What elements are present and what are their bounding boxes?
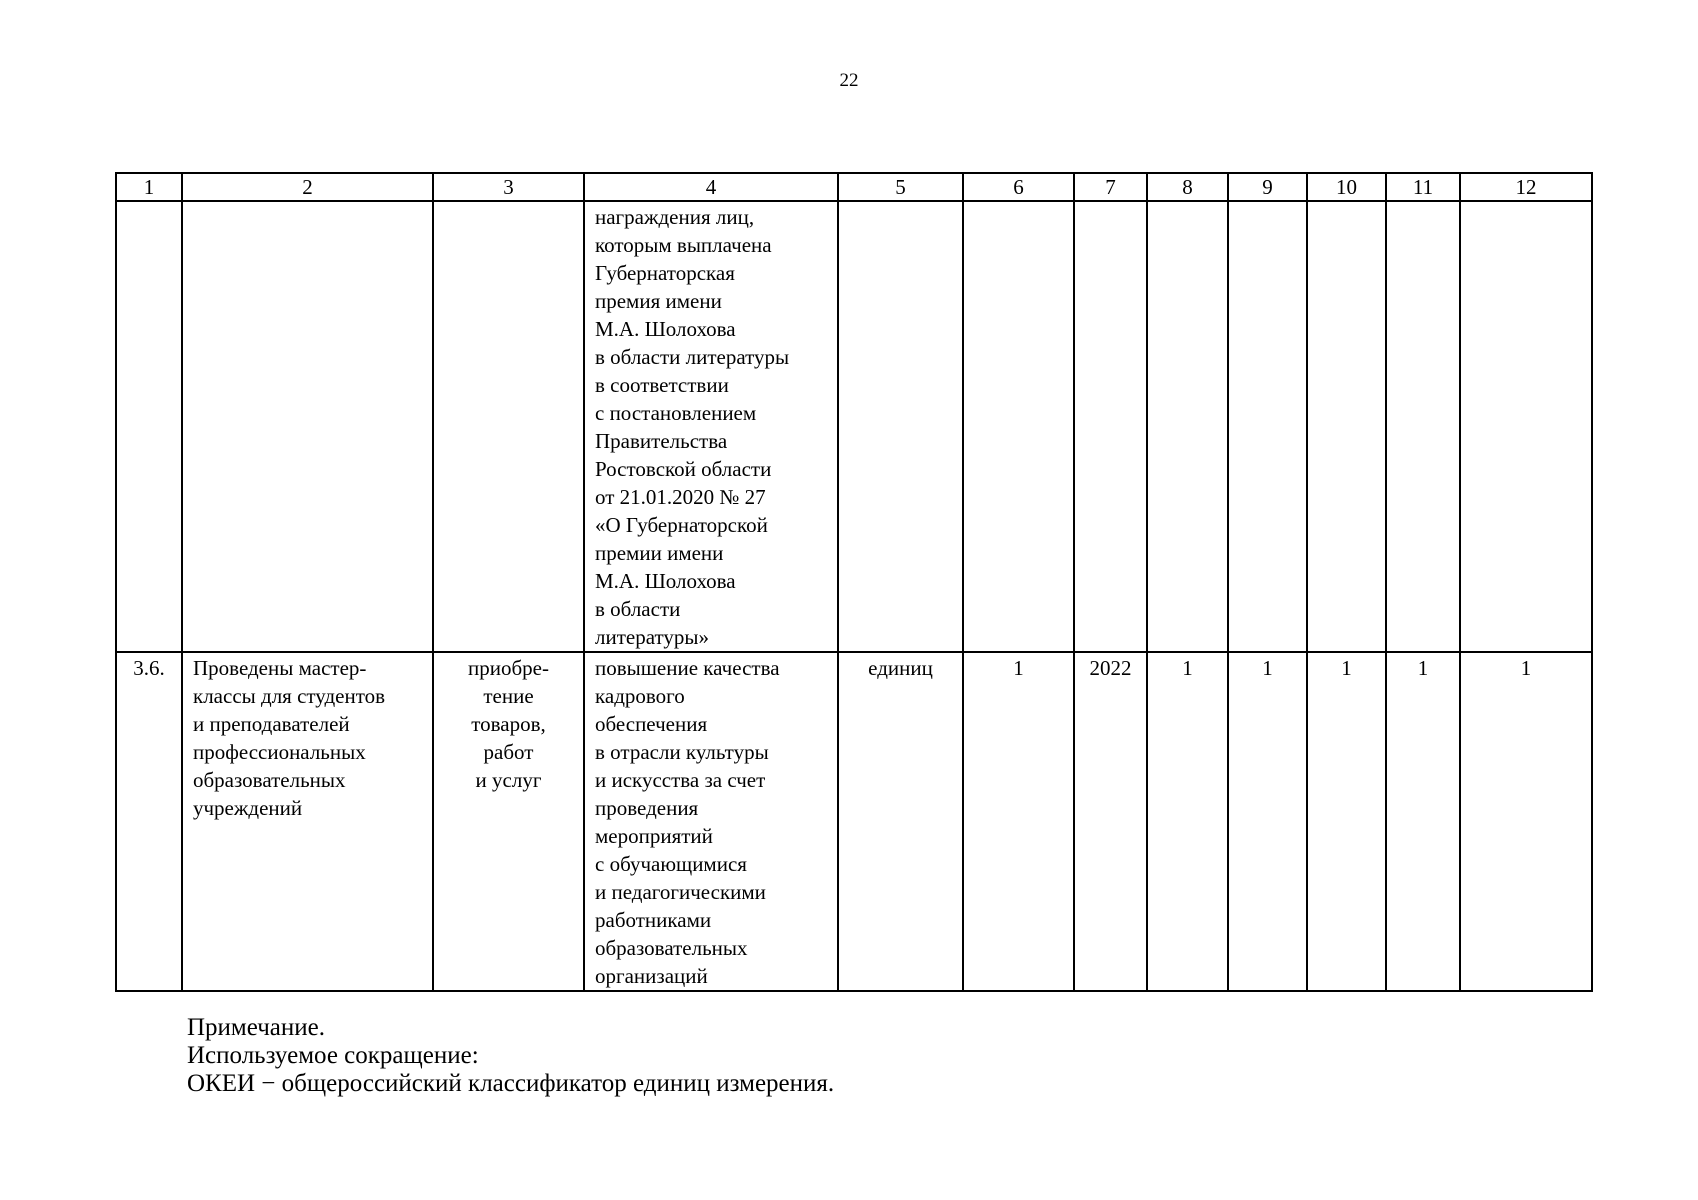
table-cell: 3.6. <box>116 652 182 991</box>
table-cell <box>1074 201 1147 652</box>
table-cell: единиц <box>838 652 963 991</box>
table-header-cell: 6 <box>963 173 1074 201</box>
table-header-cell: 11 <box>1386 173 1460 201</box>
table-cell <box>1228 201 1307 652</box>
table-header-cell: 2 <box>182 173 433 201</box>
table-cell <box>838 201 963 652</box>
table-cell <box>1460 201 1592 652</box>
table-cell <box>963 201 1074 652</box>
note-subtitle: Используемое сокращение: <box>187 1042 479 1069</box>
table-cell: 1 <box>1307 652 1386 991</box>
table-cell <box>433 201 584 652</box>
table-cell <box>1386 201 1460 652</box>
note-block <box>187 1014 834 1098</box>
note-text: ОКЕИ − общероссийский классификатор единиц измерения. <box>187 1070 835 1097</box>
table-header-row <box>116 173 1592 201</box>
table-cell: 1 <box>1228 652 1307 991</box>
table-header-cell: 10 <box>1307 173 1386 201</box>
table-cell <box>1307 201 1386 652</box>
table-cell: 1 <box>1386 652 1460 991</box>
table-cell: 1 <box>1460 652 1592 991</box>
data-table <box>115 172 1593 992</box>
table-cell <box>182 201 433 652</box>
table-header-cell: 7 <box>1074 173 1147 201</box>
table-cell: 2022 <box>1074 652 1147 991</box>
table-cell: 1 <box>963 652 1074 991</box>
table-header-cell: 9 <box>1228 173 1307 201</box>
table-cell: награждения лиц, которым выплачена Губернаторская премия имени М.А. Шолохова в области литературы в соответствии с постановлением Правительства Ростовской области от 21.01.2020 № 27 «О Губернаторской премии имени М.А. Шолохова в области литературы» <box>584 201 838 652</box>
table-header-cell: 5 <box>838 173 963 201</box>
table-cell: приобре- тение товаров, работ и услуг <box>433 652 584 991</box>
table-header-cell: 12 <box>1460 173 1592 201</box>
table-cell <box>1147 201 1228 652</box>
table-header-cell: 1 <box>116 173 182 201</box>
table-cell: повышение качества кадрового обеспечения в отрасли культуры и искусства за счет проведения мероприятий с обучающимися и педагогическими работниками образовательных организаций <box>584 652 838 991</box>
note-title: Примечание. <box>187 1014 326 1041</box>
page-number: 22 <box>839 70 859 91</box>
table-row <box>116 652 1592 991</box>
table-cell: 1 <box>1147 652 1228 991</box>
table-header-cell: 4 <box>584 173 838 201</box>
table-row <box>116 201 1592 652</box>
table-cell <box>116 201 182 652</box>
table-header-cell: 8 <box>1147 173 1228 201</box>
table-header-cell: 3 <box>433 173 584 201</box>
table-cell: Проведены мастер- классы для студентов и преподавателей профессиональных образовательных учреждений <box>182 652 433 991</box>
